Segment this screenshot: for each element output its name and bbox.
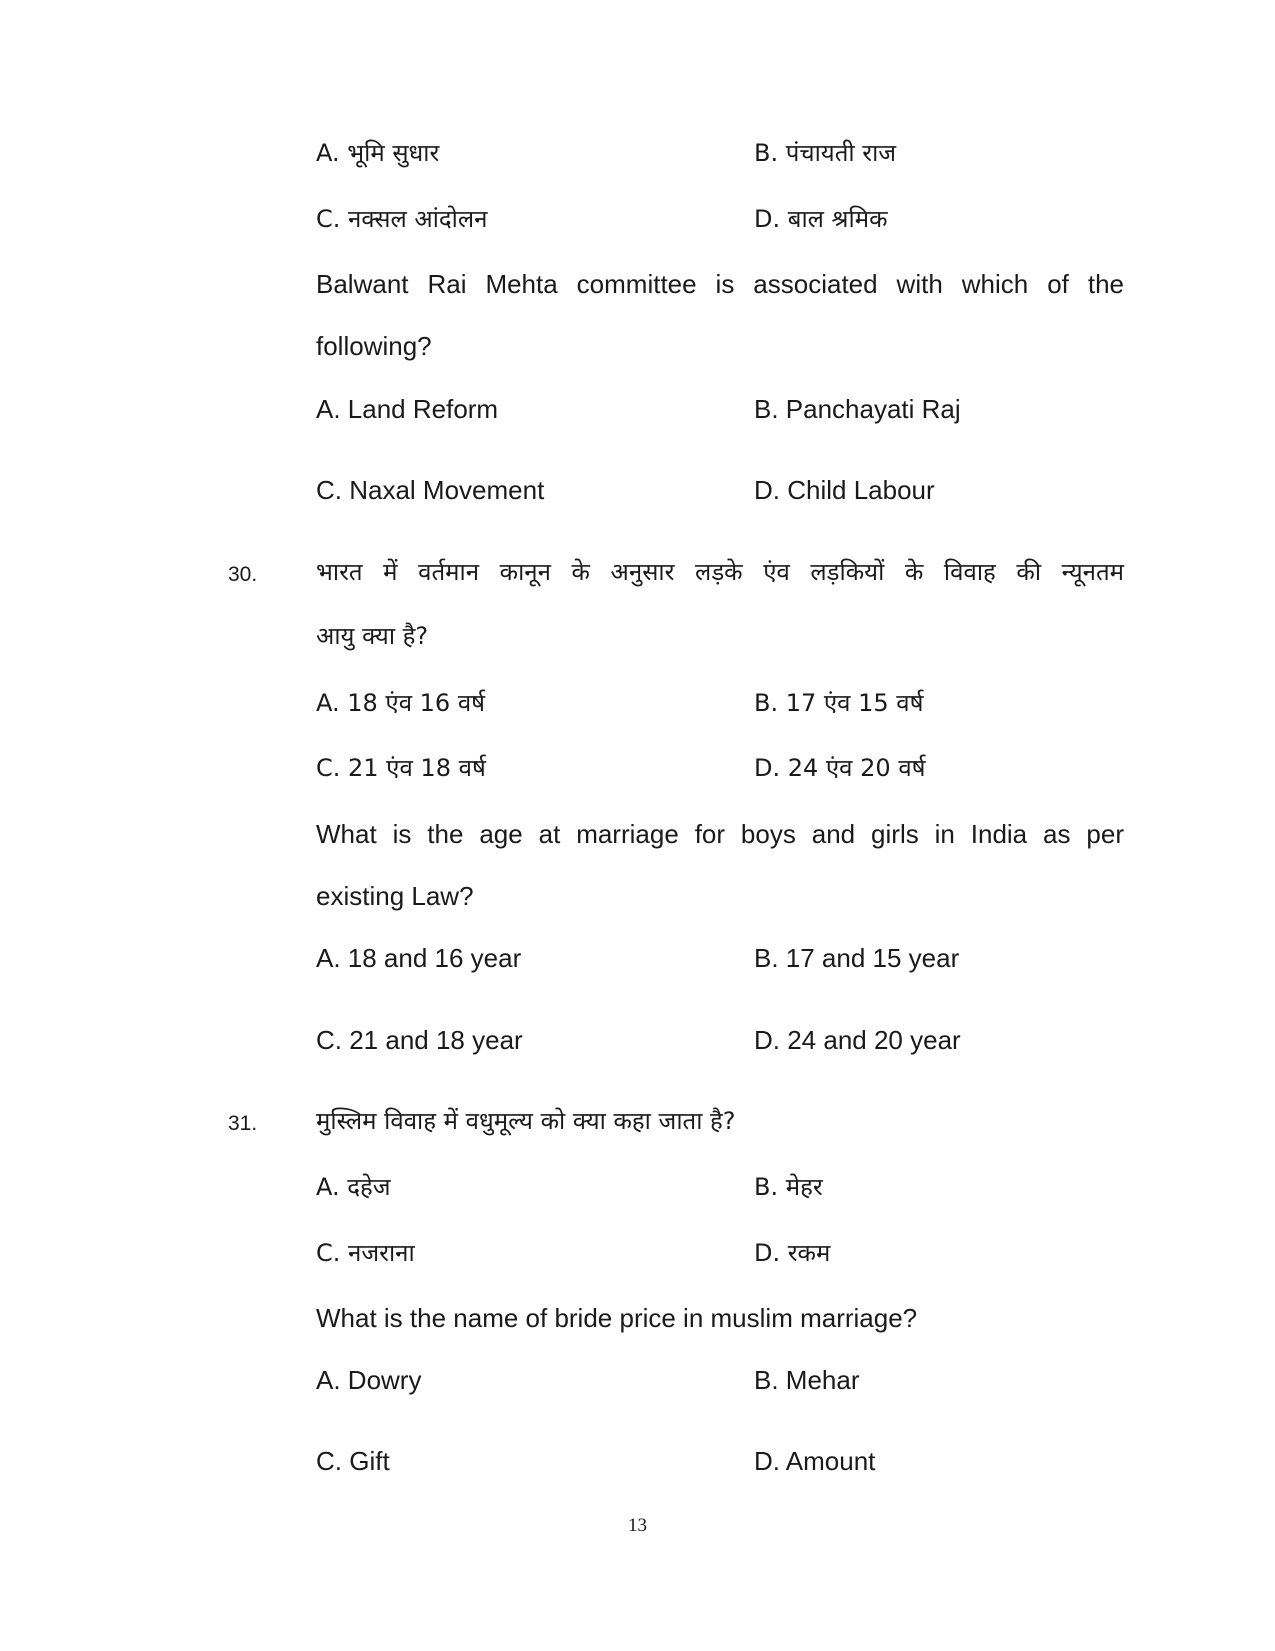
- q30-en-question-line2: existing Law?: [316, 881, 474, 911]
- q31-hi-question: मुस्लिम विवाह में वधुमूल्य को क्या कहा जाता है?: [316, 1107, 736, 1135]
- q29-hi-option-a: A. भूमि सुधार: [316, 139, 440, 167]
- q30-en-option-a: A. 18 and 16 year: [316, 943, 522, 973]
- q30-hi-option-c: C. 21 एंव 18 वर्ष: [316, 754, 486, 782]
- q29-en-option-a: A. Land Reform: [316, 394, 499, 424]
- q29-en-question-line2: following?: [316, 331, 432, 361]
- q29-en-option-c: C. Naxal Movement: [316, 475, 545, 505]
- q29-hi-option-b: B. पंचायती राज: [754, 139, 897, 167]
- q30-en-question-line1: What is the age at marriage for boys and girls in India as per: [316, 819, 1124, 849]
- q31-en-question: What is the name of bride price in muslim marriage?: [316, 1303, 918, 1333]
- q31-hi-option-c: C. नजराना: [316, 1239, 415, 1267]
- q30-hi-question-line2: आयु क्या है?: [316, 622, 429, 650]
- q30-number: 30.: [228, 563, 258, 586]
- q30-hi-option-a: A. 18 एंव 16 वर्ष: [316, 689, 486, 717]
- q30-hi-option-d: D. 24 एंव 20 वर्ष: [754, 754, 926, 782]
- q31-hi-option-b: B. मेहर: [754, 1173, 823, 1201]
- q31-hi-option-d: D. रकम: [754, 1239, 831, 1267]
- q29-hi-option-c: C. नक्सल आंदोलन: [316, 205, 488, 233]
- q30-hi-option-b: B. 17 एंव 15 वर्ष: [754, 689, 924, 717]
- q29-hi-option-d: D. बाल श्रमिक: [754, 205, 888, 233]
- q29-en-option-b: B. Panchayati Raj: [754, 394, 961, 424]
- q29-en-option-d: D. Child Labour: [754, 475, 935, 505]
- q30-hi-question-line1: भारत में वर्तमान कानून के अनुसार लड़के एंव लड़कियों के विवाह की न्यूनतम: [316, 558, 1124, 586]
- q30-en-option-d: D. 24 and 20 year: [754, 1025, 961, 1055]
- q30-en-option-b: B. 17 and 15 year: [754, 943, 960, 973]
- q31-en-option-a: A. Dowry: [316, 1365, 422, 1395]
- page-number: 13: [628, 1515, 647, 1536]
- q31-hi-option-a: A. दहेज: [316, 1173, 391, 1201]
- q31-en-option-c: C. Gift: [316, 1446, 390, 1476]
- q31-en-option-d: D. Amount: [754, 1446, 876, 1476]
- q31-en-option-b: B. Mehar: [754, 1365, 860, 1395]
- q31-number: 31.: [228, 1112, 258, 1135]
- q30-en-option-c: C. 21 and 18 year: [316, 1025, 523, 1055]
- q29-en-question-line1: Balwant Rai Mehta committee is associated with which of the: [316, 269, 1124, 299]
